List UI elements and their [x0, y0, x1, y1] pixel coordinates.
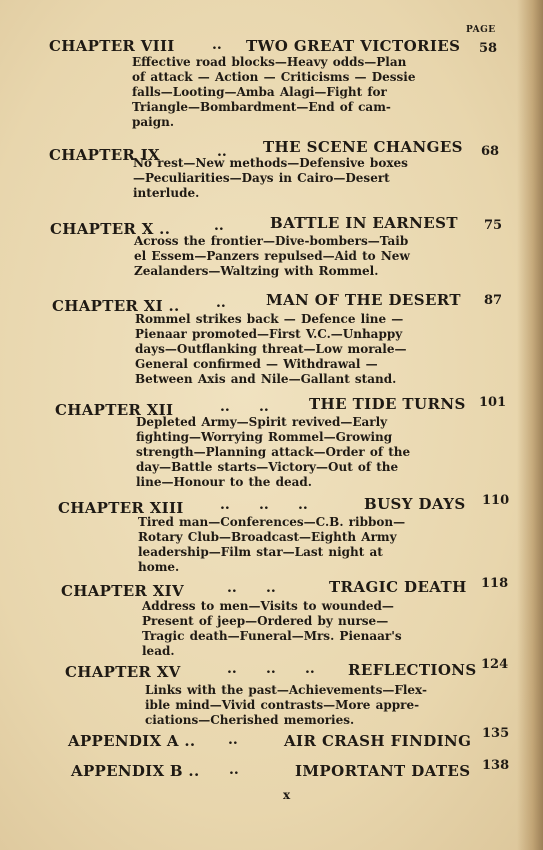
page-number: 58 [479, 41, 498, 56]
summary-line: Address to men—Visits to wounded— [142, 599, 394, 613]
summary-line: Across the frontier—Dive-bombers—Taib [134, 234, 409, 248]
leader-dots: .. [229, 762, 239, 778]
summary-line: ible mind—Vivid contrasts—More appre- [145, 698, 420, 712]
page-number: 124 [481, 657, 509, 672]
summary-line: day—Battle starts—Victory—Out of the [136, 460, 399, 474]
summary-line: of attack — Action — Criticisms — Dessie [132, 70, 416, 84]
leader-dots: .. .. .. [220, 497, 308, 513]
summary-line: paign. [132, 115, 175, 129]
chapter-number: CHAPTER IX [49, 146, 160, 164]
summary-line: Pienaar promoted—First V.C.—Unhappy [135, 327, 403, 341]
summary-line: ciations—Cherished memories. [145, 713, 355, 727]
summary-line: Present of jeep—Ordered by nurse— [142, 614, 389, 628]
summary-line: Tragic death—Funeral—Mrs. Pienaar's [142, 629, 402, 643]
chapter-summary [138, 515, 493, 575]
chapter-number: APPENDIX B .. [71, 762, 200, 780]
summary-line: el Essem—Panzers repulsed—Aid to New [134, 249, 410, 263]
leader-dots: .. [214, 218, 224, 234]
chapter-number: CHAPTER VIII [49, 37, 175, 55]
leader-dots: .. [217, 144, 227, 160]
summary-line: Between Axis and Nile—Gallant stand. [135, 372, 397, 386]
summary-line: home. [138, 560, 180, 574]
page-folio: x [283, 788, 291, 802]
chapter-title: TWO GREAT VICTORIES [246, 37, 461, 55]
summary-line: falls—Looting—Amba Alagi—Fight for [132, 85, 387, 99]
summary-line: strength—Planning attack—Order of the [136, 445, 411, 459]
chapter-title: BATTLE IN EARNEST [270, 214, 458, 232]
summary-line: days—Outflanking threat—Low morale— [135, 342, 407, 356]
chapter-number: CHAPTER XV [65, 663, 181, 681]
chapter-title: MAN OF THE DESERT [266, 291, 461, 309]
summary-line: Zealanders—Waltzing with Rommel. [134, 264, 379, 278]
chapter-summary [135, 312, 480, 387]
chapter-number: CHAPTER XIV [61, 582, 184, 600]
chapter-summary [132, 55, 472, 130]
leader-dots: .. [216, 295, 226, 311]
leader-dots: .. .. .. [227, 661, 315, 677]
leader-dots: .. .. [220, 399, 269, 415]
summary-line: fighting—Worrying Rommel—Growing [136, 430, 393, 444]
page-number: 110 [482, 493, 510, 508]
summary-line: line—Honour to the dead. [136, 475, 312, 489]
summary-line: No rest—New methods—Defensive boxes [133, 156, 408, 170]
chapter-title: AIR CRASH FINDING [284, 732, 472, 750]
chapter-title: BUSY DAYS [364, 495, 466, 513]
summary-line: lead. [142, 644, 175, 658]
leader-dots: .. [228, 732, 238, 748]
chapter-number: CHAPTER XI .. [52, 297, 180, 315]
chapter-title: THE TIDE TURNS [309, 395, 466, 413]
chapter-summary [133, 156, 473, 201]
page-number: 68 [481, 144, 500, 159]
chapter-summary [145, 683, 505, 728]
page-number: 135 [482, 726, 510, 741]
page-number: 138 [482, 758, 510, 773]
chapter-title: REFLECTIONS [348, 661, 477, 679]
summary-line: Rotary Club—Broadcast—Eighth Army [138, 530, 397, 544]
page-number: 87 [484, 293, 503, 308]
chapter-summary [142, 599, 497, 659]
chapter-number: CHAPTER XII [55, 401, 174, 419]
chapter-number: CHAPTER X .. [50, 220, 171, 238]
page-number: 75 [484, 218, 503, 233]
summary-line: leadership—Film star—Last night at [138, 545, 383, 559]
page-number: 118 [481, 576, 509, 591]
chapter-number: CHAPTER XIII [58, 499, 184, 517]
chapter-title: IMPORTANT DATES [295, 762, 471, 780]
chapter-title: TRAGIC DEATH [329, 578, 467, 596]
summary-line: —Peculiarities—Days in Cairo—Desert [133, 171, 390, 185]
page-binding-shadow [517, 0, 543, 850]
summary-line: Tired man—Conferences—C.B. ribbon— [138, 515, 406, 529]
chapter-title: THE SCENE CHANGES [263, 138, 463, 156]
chapter-summary [136, 415, 486, 490]
summary-line: Rommel strikes back — Defence line — [135, 312, 404, 326]
leader-dots: .. .. [227, 580, 276, 596]
leader-dots: .. [212, 37, 222, 53]
chapter-summary [134, 234, 474, 279]
summary-line: Triangle—Bombardment—End of cam- [132, 100, 391, 114]
summary-line: interlude. [133, 186, 200, 200]
chapter-number: APPENDIX A .. [68, 732, 196, 750]
page-number: 101 [479, 395, 507, 410]
summary-line: Depleted Army—Spirit revived—Early [136, 415, 388, 429]
summary-line: General confirmed — Withdrawal — [135, 357, 378, 371]
summary-line: Effective road blocks—Heavy odds—Plan [132, 55, 407, 69]
summary-line: Links with the past—Achievements—Flex- [145, 683, 427, 697]
page-column-header: PAGE [466, 25, 496, 35]
